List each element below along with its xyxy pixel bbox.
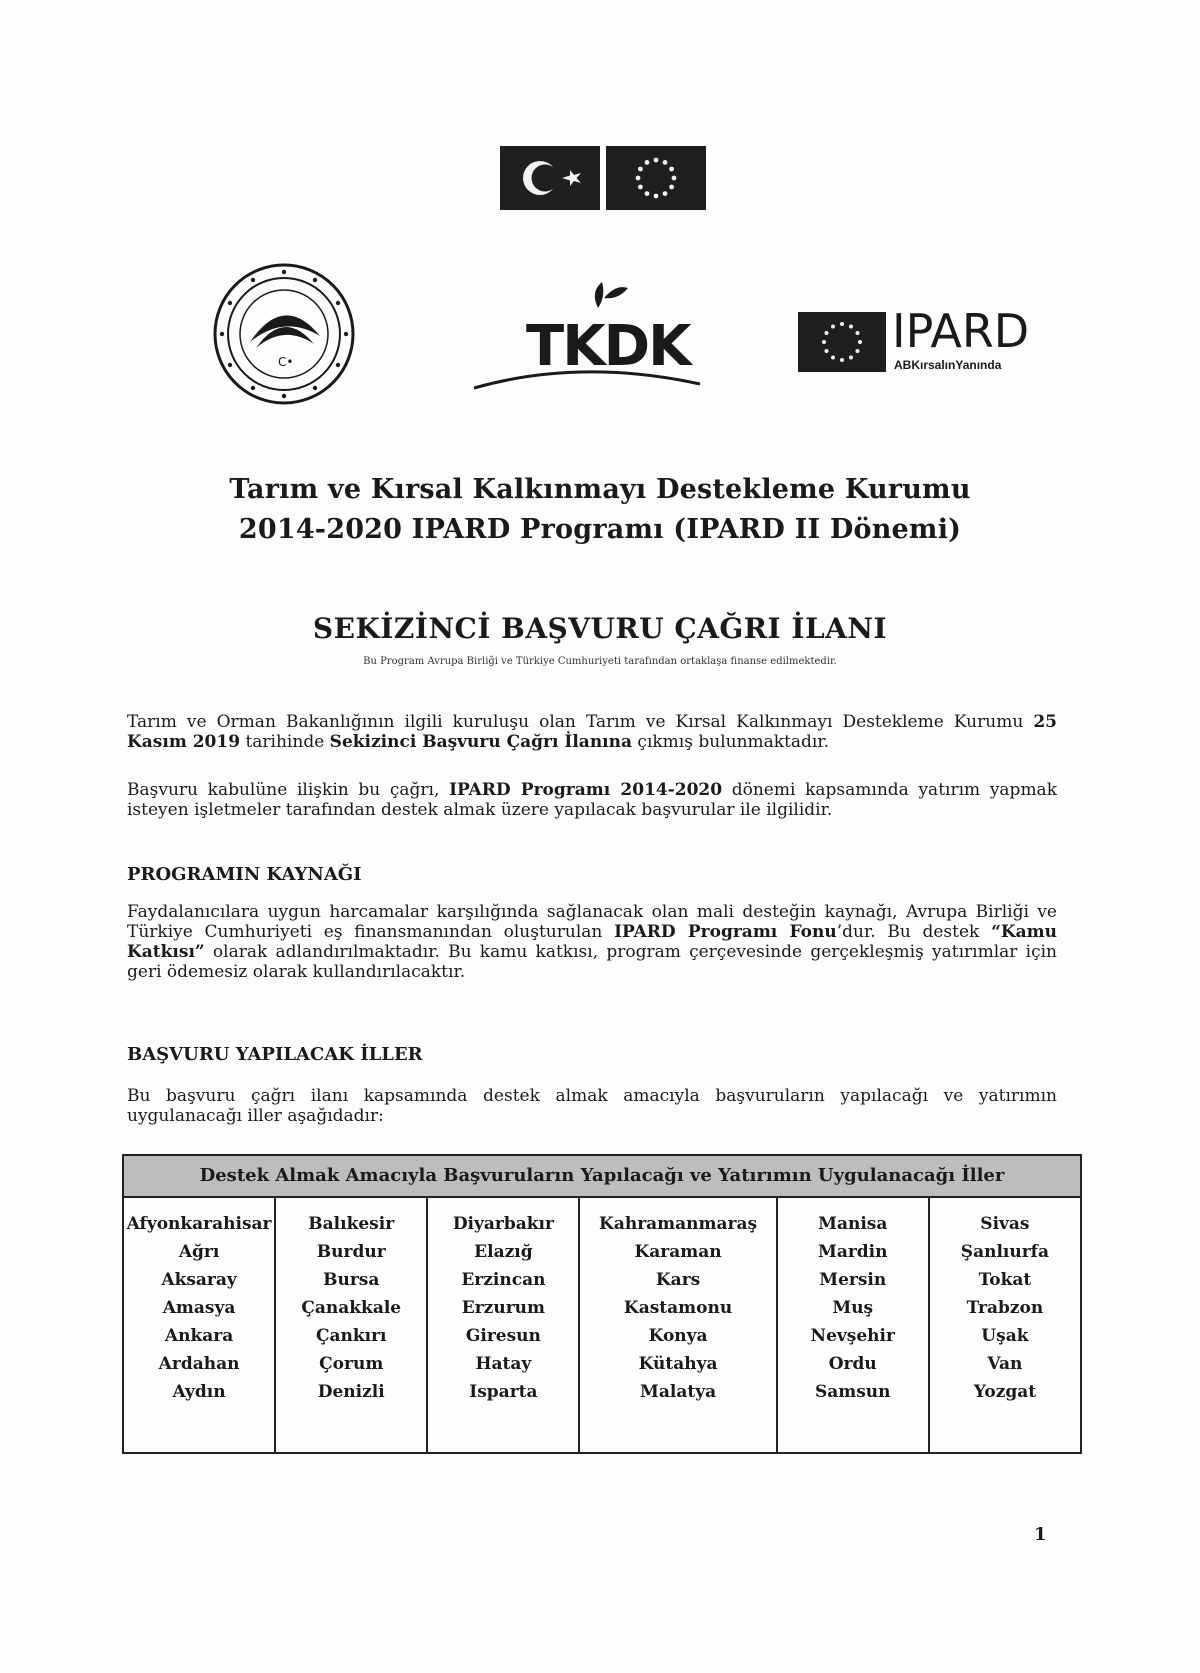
eu-flag-icon — [606, 146, 706, 210]
province-cell: Mardin — [818, 1242, 888, 1262]
province-cell: Konya — [648, 1326, 708, 1346]
section-heading-source: PROGRAMIN KAYNAĞI — [127, 864, 362, 885]
province-cell: Samsun — [814, 1382, 891, 1402]
source-text-1: Faydalanıcılara uygun harcamalar karşılığında sağlanacak olan mali desteğin kaynağı, Avrupa Birliği ve Türkiye Cumhuriyeti eş finansmanından oluşturulan — [127, 902, 1057, 942]
province-cell: Afyonkarahisar — [126, 1214, 272, 1234]
province-cell: Van — [987, 1354, 1023, 1374]
ministry-seal-icon — [212, 262, 356, 406]
province-cell: Hatay — [475, 1354, 532, 1374]
province-cell: Ordu — [828, 1354, 877, 1374]
province-cell: Kahramanmaraş — [599, 1214, 758, 1234]
eu-flag-small-icon — [798, 312, 886, 372]
province-cell: Karaman — [634, 1242, 722, 1262]
ipard-logo — [798, 304, 1038, 376]
call-title: SEKİZİNCİ BAŞVURU ÇAĞRI İLANI — [312, 612, 888, 645]
source-text-2: ’dur. Bu destek — [836, 922, 992, 942]
tkdk-logo — [470, 278, 710, 396]
province-cell: Diyarbakır — [452, 1214, 554, 1234]
source-text-3: olarak adlandırılmaktadır. Bu kamu katkısı, program çerçevesinde gerçekleşmiş yatırımlar için geri ödemesiz olarak kullandırılacaktır. — [127, 942, 1057, 982]
tkdk-label: TKDK — [526, 314, 690, 379]
province-cell: Denizli — [317, 1382, 385, 1402]
province-cell: Erzincan — [461, 1270, 546, 1290]
scope-text-1: Başvuru kabulüne ilişkin bu çağrı, — [127, 780, 450, 800]
province-cell: Muş — [832, 1298, 874, 1318]
intro-date: 25 Kasım 2019 — [127, 712, 1057, 752]
provinces-table — [122, 1154, 1082, 1454]
section-heading-provinces: BAŞVURU YAPILACAK İLLER — [127, 1044, 423, 1065]
intro-paragraph — [127, 712, 1057, 752]
flags-row — [500, 146, 706, 210]
province-cell: Çanakkale — [301, 1298, 402, 1318]
province-cell: Ağrı — [178, 1242, 220, 1262]
province-cell: Çorum — [319, 1354, 384, 1374]
institution-title: Tarım ve Kırsal Kalkınmayı Destekleme Kurumu — [229, 474, 971, 505]
provinces-table-body — [124, 1198, 1080, 1454]
scope-text-2: dönemi kapsamında yatırım yapmak isteyen işletmeler tarafından destek almak üzere yapılacak başvurular ile ilgilidir. — [127, 780, 1057, 820]
intro-text-1: Tarım ve Orman Bakanlığının ilgili kuruluşu olan Tarım ve Kırsal Kalkınmayı Destekleme Kurumu — [127, 712, 1034, 732]
province-cell: Sivas — [980, 1214, 1030, 1234]
province-cell: Kars — [655, 1270, 701, 1290]
province-cell: Mersin — [819, 1270, 887, 1290]
province-column — [580, 1198, 777, 1454]
province-cell: Aydın — [172, 1382, 226, 1402]
province-cell: Kastamonu — [623, 1298, 733, 1318]
program-title: 2014-2020 IPARD Programı (IPARD II Dönemi) — [238, 514, 962, 545]
province-column — [778, 1198, 930, 1454]
province-cell: Ankara — [164, 1326, 234, 1346]
source-public-contribution: “Kamu Katkısı” — [127, 922, 1057, 962]
intro-text-3: çıkmış bulunmaktadır. — [632, 732, 830, 752]
province-column — [124, 1198, 276, 1454]
intro-text-2: tarihinde — [240, 732, 330, 752]
province-column — [276, 1198, 428, 1454]
source-fund: IPARD Programı Fonu — [614, 922, 837, 942]
province-cell: Nevşehir — [810, 1326, 895, 1346]
financing-note: Bu Program Avrupa Birliği ve Türkiye Cumhuriyeti tarafından ortaklaşa finanse edilmektedir. — [363, 656, 837, 667]
turkish-flag-icon — [500, 146, 600, 210]
intro-call-name: Sekizinci Başvuru Çağrı İlanına — [329, 732, 633, 752]
provinces-table-header: Destek Almak Amacıyla Başvuruların Yapılacağı ve Yatırımın Uygulanacağı İller — [124, 1156, 1080, 1198]
province-column — [930, 1198, 1080, 1454]
province-cell: Ardahan — [158, 1354, 240, 1374]
svg-text:C•: C• — [278, 355, 294, 369]
province-cell: Giresun — [465, 1326, 541, 1346]
province-cell: Burdur — [316, 1242, 386, 1262]
province-cell: Malatya — [640, 1382, 717, 1402]
province-cell: Kütahya — [638, 1354, 718, 1374]
province-column — [428, 1198, 580, 1454]
provinces-paragraph: Bu başvuru çağrı ilanı kapsamında destek almak amacıyla başvuruların yapılacağı ve yatırımın uygulanacağı iller aşağıdadır: — [127, 1086, 1057, 1126]
province-cell: Bursa — [323, 1270, 380, 1290]
province-cell: Trabzon — [966, 1298, 1044, 1318]
province-cell: Erzurum — [461, 1298, 545, 1318]
province-cell: Elazığ — [474, 1242, 533, 1262]
province-cell: Çankırı — [315, 1326, 387, 1346]
province-cell: Aksaray — [161, 1270, 237, 1290]
province-cell: Amasya — [162, 1298, 236, 1318]
province-cell: Balıkesir — [308, 1214, 395, 1234]
ipard-label: IPARD — [892, 304, 1030, 358]
scope-program: IPARD Programı 2014-2020 — [449, 780, 723, 800]
ipard-slogan: ABKırsalınYanında — [894, 358, 1002, 372]
scope-paragraph — [127, 780, 1057, 820]
province-cell: Yozgat — [973, 1382, 1037, 1402]
province-cell: Uşak — [981, 1326, 1029, 1346]
province-cell: Isparta — [469, 1382, 538, 1402]
source-paragraph — [127, 902, 1057, 982]
province-cell: Şanlıurfa — [960, 1242, 1050, 1262]
province-cell: Tokat — [978, 1270, 1032, 1290]
province-cell: Manisa — [818, 1214, 888, 1234]
page-number: 1 — [1034, 1524, 1047, 1545]
